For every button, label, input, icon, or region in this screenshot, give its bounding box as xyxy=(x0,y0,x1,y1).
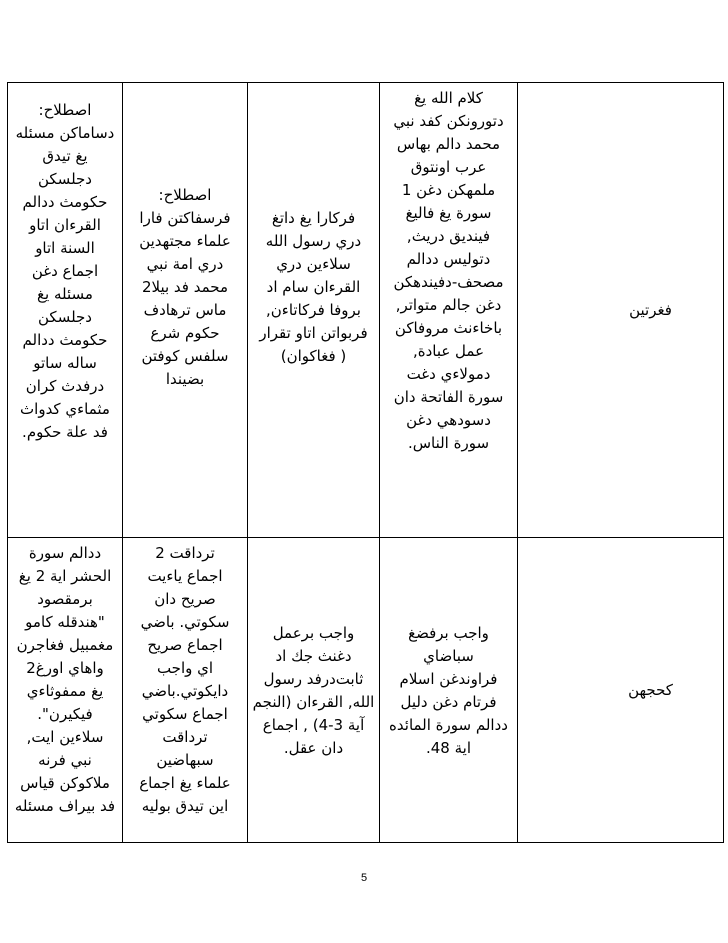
text-line: دري رسول الله xyxy=(265,232,362,250)
text-line: "هندقله كامو xyxy=(25,613,105,631)
text-line: اجماع صريح xyxy=(147,636,223,654)
text-line: دان عقل. xyxy=(283,739,344,757)
row-label: فغرتين xyxy=(629,301,672,319)
text-line: واجب برفضغ xyxy=(408,624,489,642)
text-line: درفدث كران xyxy=(25,377,105,395)
cell-col4 xyxy=(8,83,123,538)
text-line: علماء يغ اجماع xyxy=(139,774,231,792)
text-line: كلام الله يغ xyxy=(414,89,483,107)
text-line: ماس ترهادف xyxy=(143,301,227,319)
text-line: علماء مجتهدين xyxy=(139,232,231,250)
cell-text xyxy=(380,538,517,760)
text-line: فربواتن اتاو تقرار xyxy=(259,324,368,342)
text-line: فركارا يغ داتغ xyxy=(271,209,356,227)
text-line: آية 3-4) , اجماع xyxy=(262,716,365,734)
text-line: اين تيدق بوليه xyxy=(141,797,229,815)
cell-text xyxy=(8,83,122,444)
text-line: سلاءين ايت, xyxy=(26,728,104,746)
text-line: ترداقت 2 xyxy=(155,544,215,562)
text-line: مسئله يغ xyxy=(37,285,93,303)
cell-text xyxy=(248,538,379,760)
text-line: القرءان سام اد xyxy=(266,278,361,296)
cell-text xyxy=(380,83,517,455)
row-label-cell xyxy=(518,538,724,843)
text-line: اجماع ياءيت xyxy=(147,567,223,585)
cell-text xyxy=(8,538,122,818)
text-line: فيكيرن". xyxy=(37,705,93,723)
text-line: حكومث ددالم xyxy=(22,331,108,349)
page-number: 5 xyxy=(360,872,368,884)
text-line: نبي فرنه xyxy=(38,751,92,769)
text-line: سكوتي. باضي xyxy=(140,613,230,631)
text-line: سبهاضين xyxy=(156,751,214,769)
text-line: ساله ساتو xyxy=(33,354,97,372)
text-line: حكوم شرع xyxy=(150,324,220,342)
cell-col3 xyxy=(123,83,248,538)
text-line: الله, القرءان (النجم xyxy=(252,693,375,711)
text-line: فرسفاكتن فارا xyxy=(139,209,231,227)
cell-col3 xyxy=(123,538,248,843)
text-line: برمقصود xyxy=(37,590,93,608)
text-line: الحشر اية 2 يغ xyxy=(18,567,112,585)
text-line: القرءان اتاو xyxy=(29,216,101,234)
text-line: ملمهكن دغن 1 xyxy=(401,181,496,199)
text-line: دجلسكن xyxy=(37,170,92,188)
text-line: ددالم سورة xyxy=(28,544,102,562)
text-line: اجماع سكوتي xyxy=(142,705,228,723)
text-line: السنة اتاو xyxy=(35,239,95,257)
text-line: اصطلاح: xyxy=(158,186,212,204)
text-line: بضيندا xyxy=(165,370,205,388)
text-line: مثماءي كدواث xyxy=(20,400,110,418)
text-line: اية 48. xyxy=(425,739,472,757)
cell-col4 xyxy=(8,538,123,843)
text-line: اجماع دغن xyxy=(31,262,99,280)
text-line: دغنث جك اد xyxy=(275,647,352,665)
text-line: اي واجب xyxy=(156,659,214,677)
text-line: ددالم سورة المائده xyxy=(389,716,508,734)
text-line: ترداقت xyxy=(162,728,208,746)
text-line: بروفا فركاتاءن, xyxy=(266,301,361,319)
text-line: دغن جالم متواتر, xyxy=(395,296,502,314)
text-line: صريح دان xyxy=(154,590,216,608)
document-table xyxy=(7,82,724,843)
cell-col2 xyxy=(248,538,380,843)
text-line: دتورونكن كفد نبي xyxy=(393,112,504,130)
text-line: اصطلاح: xyxy=(38,101,92,119)
text-line: سلفس كوفتن xyxy=(141,347,229,365)
table-row xyxy=(8,538,724,843)
text-line: فينديق دريث, xyxy=(406,227,491,245)
text-line: فرتام دغن دليل xyxy=(400,693,497,711)
text-line: يغ ممفوثاءي xyxy=(26,682,104,700)
text-line: عرب اونتوق xyxy=(410,158,487,176)
text-line: فد علة حكوم. xyxy=(22,423,108,441)
text-line: دجلسكن xyxy=(37,308,92,326)
cell-col1 xyxy=(380,83,518,538)
text-line: واجب برعمل xyxy=(272,624,355,642)
text-line: ثابت‌درفد رسول xyxy=(263,670,364,688)
text-line: ملاكوكن قياس xyxy=(20,774,110,792)
row-label: كحجهن xyxy=(628,681,673,699)
text-line: سورة الفاتحة دان xyxy=(393,388,504,406)
text-line: سورة يغ فاليغ xyxy=(405,204,492,222)
text-line: دتوليس ددالم xyxy=(406,250,491,268)
text-line: سباضاي xyxy=(423,647,474,665)
text-line: يغ تيدق xyxy=(42,147,88,165)
cell-text xyxy=(248,83,379,368)
cell-col2 xyxy=(248,83,380,538)
text-line: سورة الناس. xyxy=(407,434,490,452)
row-label-cell xyxy=(518,83,724,538)
text-line: فد بيراف مسئله xyxy=(14,797,116,815)
text-line: فراوندغن اسلام xyxy=(399,670,498,688)
cell-text xyxy=(123,83,247,391)
text-line: دمولاءي دغت xyxy=(406,365,491,383)
cell-text xyxy=(123,538,247,818)
text-line: حكومث ددالم xyxy=(22,193,108,211)
text-line: دري امة نبي xyxy=(146,255,224,273)
text-line: مصحف-دفيندهكن xyxy=(393,273,504,291)
text-line: ( فغاكوان) xyxy=(280,347,347,365)
text-line: دايكوتي.باضي xyxy=(141,682,229,700)
text-line: عمل عبادة, xyxy=(412,342,485,360)
text-line: محمد فد بيلا2 xyxy=(141,278,229,296)
text-line: دسودهي دغن xyxy=(406,411,491,429)
text-line: واهاي اورغ2 xyxy=(26,659,104,677)
table-row xyxy=(8,83,724,538)
text-line: مغمبيل فغاجرن xyxy=(16,636,114,654)
text-line: باخاءنث مروفاكن xyxy=(394,319,503,337)
text-line: دساماكن مسئله xyxy=(15,124,115,142)
text-line: محمد دالم بهاس xyxy=(396,135,501,153)
text-line: سلاءين دري xyxy=(276,255,351,273)
cell-col1 xyxy=(380,538,518,843)
